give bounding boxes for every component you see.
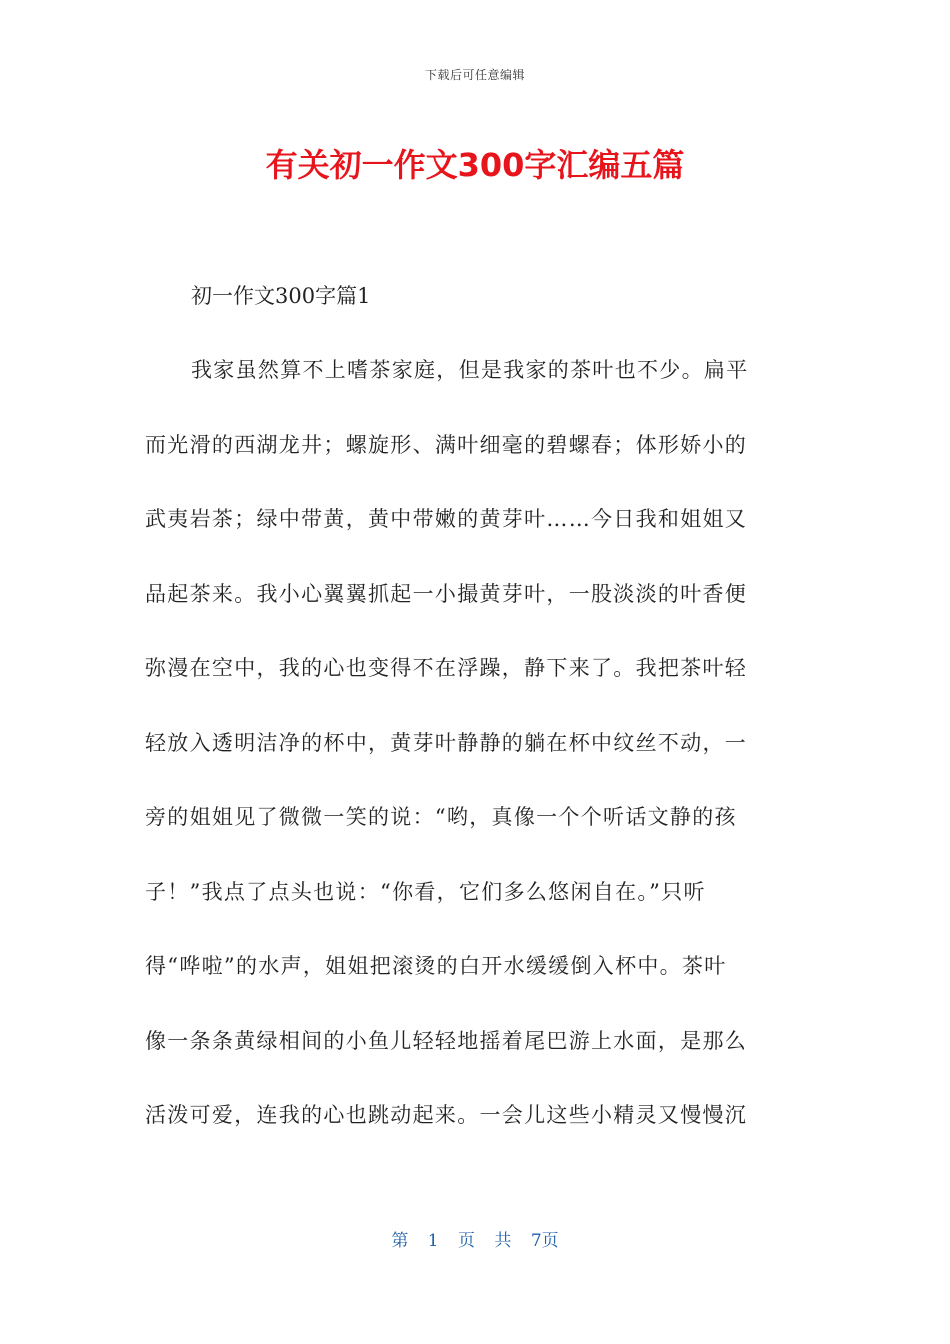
essay-line: 我家虽然算不上嗜茶家庭，但是我家的茶叶也不少。扁平 bbox=[191, 358, 749, 382]
section-heading: 初一作文300字篇1 bbox=[191, 284, 371, 308]
essay-line: 弥漫在空中，我的心也变得不在浮躁，静下来了。我把茶叶轻 bbox=[145, 656, 748, 680]
essay-line: 而光滑的西湖龙井；螺旋形、满叶细毫的碧螺春；体形娇小的 bbox=[145, 432, 748, 457]
header-note: 下载后可任意编辑 bbox=[424, 68, 525, 82]
essay-line: 品起茶来。我小心翼翼抓起一小撮黄芽叶，一股淡淡的叶香便 bbox=[145, 581, 748, 606]
page-prefix: 第 bbox=[391, 1231, 409, 1251]
essay-line: 子！”我点了点头也说：“你看，它们多么悠闲自在。”只听 bbox=[145, 879, 706, 904]
essay-line: 活泼可爱，连我的心也跳动起来。一会儿这些小精灵又慢慢沉 bbox=[145, 1103, 748, 1127]
document-title: 有关初一作文300字汇编五篇 bbox=[265, 146, 685, 184]
total-prefix: 共 bbox=[494, 1231, 512, 1251]
page-footer bbox=[0, 1226, 950, 1251]
essay-line: 得“哗啦”的水声，姐姐把滚烫的白开水缓缓倒入杯中。茶叶 bbox=[145, 954, 727, 978]
essay-line: 轻放入透明洁净的杯中，黄芽叶静静的躺在杯中纹丝不动，一 bbox=[145, 730, 748, 755]
essay-body bbox=[145, 348, 805, 1168]
essay-line: 旁的姐姐见了微微一笑的说：“哟，真像一个个听话文静的孩 bbox=[145, 805, 737, 829]
total-pages: 7页 bbox=[530, 1231, 559, 1251]
essay-line: 武夷岩茶；绿中带黄，黄中带嫩的黄芽叶……今日我和姐姐又 bbox=[145, 507, 748, 531]
page-label: 页 bbox=[458, 1231, 475, 1251]
essay-line: 像一条条黄绿相间的小鱼儿轻轻地摇着尾巴游上水面，是那么 bbox=[145, 1028, 748, 1053]
current-page-number: 1 bbox=[427, 1231, 439, 1251]
